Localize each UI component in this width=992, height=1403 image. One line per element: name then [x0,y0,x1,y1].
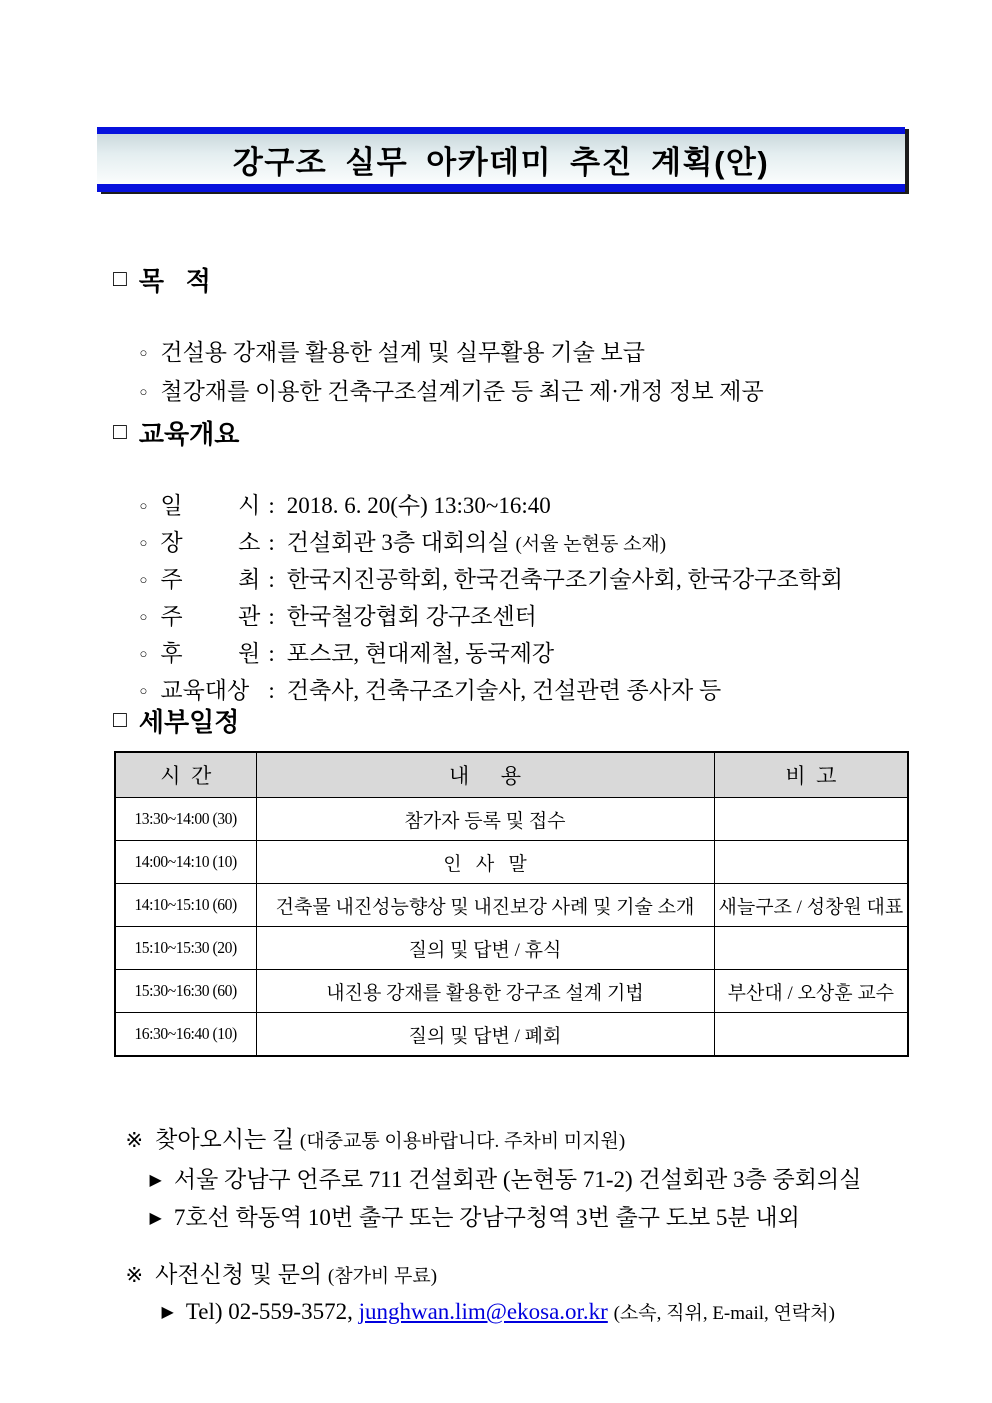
schedule-row [115,927,908,970]
triangle-bullet-icon: ▶ [149,1172,162,1189]
label-colon: : [268,493,275,518]
cell-remark [714,841,908,884]
title-banner [97,127,905,192]
registration-note: (참가비 무료) [327,1266,438,1287]
page-title: 강구조 실무 아카데미 추진 계획(안) [232,144,770,180]
cell-content: 참가자 등록 및 접수 [256,798,714,841]
section-heading-schedule [113,702,239,739]
time-text: 14:10~15:10 (60) [134,895,237,914]
directions-address-text: 서울 강남구 언주로 711 건설회관 (논현동 71-2) 건설회관 3층 중회의실 [173,1167,862,1192]
time-text: 15:30~16:30 (60) [134,981,237,1000]
contact-suffix: (소속, 직위, E-mail, 연락처) [613,1303,835,1324]
label-colon: : [268,604,275,629]
section-heading-overview [113,414,239,451]
overview-value-note: (서울 논현동 소재) [515,534,667,555]
directions-note: (대중교통 이용바랍니다. 주차비 미지원) [299,1131,626,1152]
overview-item-audience [128,646,721,706]
overview-value: 한국지진공학회, 한국건축구조기술사회, 한국강구조학회 [286,567,843,592]
circle-bullet-icon: ○ [139,535,148,550]
cell-remark [714,927,908,970]
schedule-header-row [115,752,908,798]
cell-time [115,884,256,927]
overview-label: 주 관 [160,604,261,629]
contact-email-link[interactable]: junghwan.lim@ekosa.or.kr [358,1299,608,1324]
purpose-bullet-1-text: 건설용 강재를 활용한 설계 및 실무활용 기술 보급 [160,340,645,365]
time-text: 16:30~16:40 (10) [134,1024,237,1043]
square-bullet-icon: □ [113,706,127,732]
circle-bullet-icon: ○ [139,683,148,698]
label-colon: : [268,567,275,592]
schedule-row [115,841,908,884]
label-colon: : [268,678,275,703]
cell-content: 질의 및 답변 / 폐회 [256,1013,714,1057]
schedule-row [115,970,908,1013]
circle-bullet-icon: ○ [139,345,148,360]
cell-remark: 부산대 / 오상훈 교수 [714,970,908,1013]
cell-remark [714,1013,908,1057]
schedule-row [115,1013,908,1057]
reference-mark-icon: ※ [125,1128,144,1152]
cell-remark: 새늘구조 / 성창원 대표 [714,884,908,927]
directions-item-subway [138,1173,800,1232]
schedule-row [115,884,908,927]
overview-label: 장 소 [160,530,261,555]
directions-title: 찾아오시는 길 [155,1127,295,1152]
schedule-row [115,798,908,841]
overview-label: 후 원 [160,641,261,666]
square-bullet-icon: □ [113,418,127,444]
overview-value: 건축사, 건축구조기술사, 건설관련 종사자 등 [286,678,722,703]
cell-remark [714,798,908,841]
overview-value: 건설회관 3층 대회의실 [286,530,510,555]
square-bullet-icon: □ [113,265,127,291]
cell-time [115,970,256,1013]
overview-value: 포스코, 현대제철, 동국제강 [286,641,555,666]
contact-phone: Tel) 02-559-3572, [185,1299,353,1324]
triangle-bullet-icon: ▶ [149,1210,162,1227]
circle-bullet-icon: ○ [139,572,148,587]
col-header-content: 내 용 [256,752,714,798]
overview-label: 주 최 [160,567,261,592]
time-text: 14:00~14:10 (10) [134,852,237,871]
cell-time [115,798,256,841]
reference-mark-icon: ※ [125,1263,144,1287]
purpose-bullet-2-text: 철강재를 이용한 건축구조설계기준 등 최근 제·개정 정보 제공 [160,379,764,404]
directions-subway-text: 7호선 학동역 10번 출구 또는 강남구청역 3번 출구 도보 5분 내외 [173,1205,800,1230]
registration-contact-line [150,1272,835,1325]
cell-content: 인 사 말 [256,841,714,884]
cell-time [115,1013,256,1057]
cell-content: 건축물 내진성능향상 및 내진보강 사례 및 기술 소개 [256,884,714,927]
label-colon: : [268,530,275,555]
schedule-table [114,751,909,1057]
section-heading-overview-label: 교육개요 [138,419,240,449]
cell-content: 질의 및 답변 / 휴식 [256,927,714,970]
section-heading-purpose-label: 목 적 [138,266,211,296]
label-colon: : [268,641,275,666]
cell-time [115,841,256,884]
circle-bullet-icon: ○ [139,609,148,624]
col-header-remark: 비 고 [714,752,908,798]
overview-value: 2018. 6. 20(수) 13:30~16:40 [286,493,551,518]
cell-time [115,927,256,970]
circle-bullet-icon: ○ [139,498,148,513]
overview-value: 한국철강협회 강구조센터 [286,604,537,629]
section-heading-purpose [113,261,211,298]
purpose-bullet-2 [128,347,764,407]
cell-content: 내진용 강재를 활용한 강구조 설계 기법 [256,970,714,1013]
circle-bullet-icon: ○ [139,384,148,399]
overview-label: 일 시 [160,493,261,518]
time-text: 13:30~14:00 (30) [134,809,237,828]
triangle-bullet-icon: ▶ [161,1304,174,1321]
time-text: 15:10~15:30 (20) [134,938,237,957]
circle-bullet-icon: ○ [139,646,148,661]
registration-title: 사전신청 및 문의 [155,1262,323,1287]
col-header-time: 시 간 [115,752,256,798]
overview-label: 교육대상 [160,678,250,703]
section-heading-schedule-label: 세부일정 [138,707,240,737]
